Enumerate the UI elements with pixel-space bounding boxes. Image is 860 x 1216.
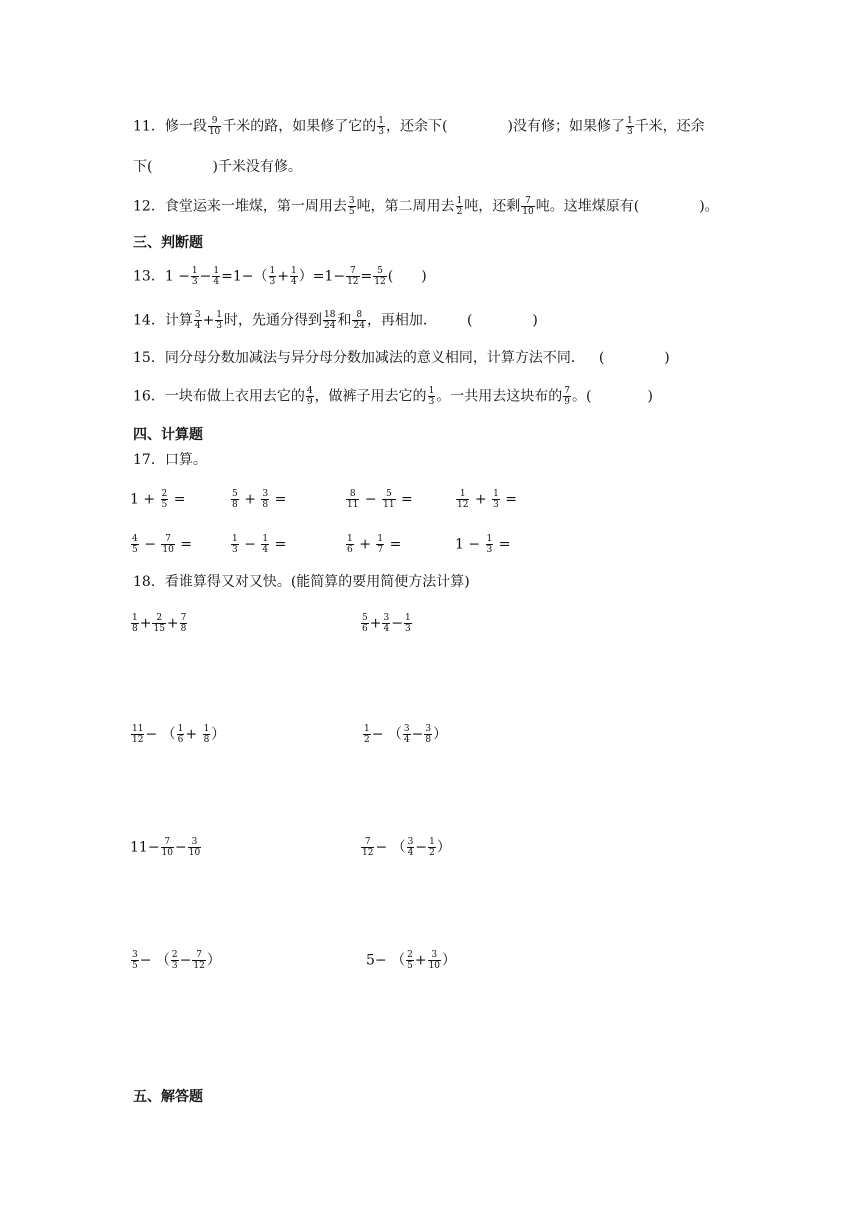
question-18: 18．看谁算得又对又快。(能简算的要用简便方法计算) <box>133 574 470 590</box>
question-13: 13．1 − $\frac{1}{3}$ − $\frac{1}{4}$ =1−（ $\frac{1}{3}$ + $\frac{1}{4}$ ）=1− $\frac{7}{12}$ = $\frac{5}{12}$ ( ) <box>133 266 427 287</box>
section-5-heading: 五、解答题 <box>133 1089 203 1105</box>
question-12: 12．食堂运来一堆煤，第一周用去 $\frac{3}{5}$ 吨，第二周用去 $\frac{1}{2}$ 吨，还剩 $\frac{7}{10}$ 吨。这堆煤原有( )。 <box>133 196 719 217</box>
fraction: $\frac{9}{10}$ <box>208 116 221 137</box>
section-3-heading: 三、判断题 <box>133 235 203 251</box>
expr-18-4: $\frac{1}{2}$ − （ $\frac{3}{4}$ − $\frac{3}{8}$ ） <box>364 724 448 745</box>
expr-18-3: $\frac{11}{12}$ − （ $\frac{1}{6}$ + $\frac{1}{8}$ ） <box>132 724 226 745</box>
expr-18-7: $\frac{3}{5}$ − （ $\frac{2}{3}$ − $\frac{7}{12}$ ） <box>132 950 221 971</box>
expr-18-8: 5− （ $\frac{2}{5}$ + $\frac{3}{10}$ ） <box>366 950 457 971</box>
expr-18-5: 11− $\frac{7}{10}$ − $\frac{3}{10}$ <box>130 837 201 858</box>
expr-18-1: $\frac{1}{8}$ + $\frac{2}{15}$ + $\frac{7}{8}$ <box>132 613 187 634</box>
oral-item: $\frac{1}{6}$ + $\frac{1}{7}$ = <box>347 534 402 555</box>
oral-item: $\frac{1}{3}$ − $\frac{1}{4}$ = <box>232 534 287 555</box>
oral-item: $\frac{4}{5}$ − $\frac{7}{10}$ = <box>132 534 193 555</box>
question-15: 15．同分母分数加减法与异分母分数加减法的意义相同，计算方法不同． ( ) <box>133 350 670 366</box>
section-4-heading: 四、计算题 <box>133 427 203 443</box>
question-17: 17．口算。 <box>133 452 207 468</box>
oral-item: $\frac{8}{11}$ − $\frac{5}{11}$ = <box>347 489 413 510</box>
oral-item: 1 + $\frac{2}{5}$ = <box>130 489 186 510</box>
question-16: 16．一块布做上衣用去它的 $\frac{4}{9}$ ，做裤子用去它的 $\frac{1}{3}$ 。一共用去这块布的 $\frac{7}{9}$ 。( ) <box>133 386 653 407</box>
oral-item: 1 − $\frac{1}{3}$ = <box>455 534 511 555</box>
oral-item: $\frac{1}{12}$ + $\frac{1}{3}$ = <box>457 489 518 510</box>
question-14: 14．计算 $\frac{3}{4}$ + $\frac{1}{3}$ 时，先通分得到 $\frac{18}{24}$ 和 $\frac{8}{24}$ ，再相加． ( ) <box>133 310 538 331</box>
question-11-line1: 11．修一段 $\frac{9}{10}$ 千米的路，如果修了它的 $\frac{1}{3}$ ，还余下( )没有修；如果修了 $\frac{1}{3}$ 千米，还余 <box>133 116 705 137</box>
oral-item: $\frac{5}{8}$ + $\frac{3}{8}$ = <box>232 489 287 510</box>
expr-18-6: $\frac{7}{12}$ − （ $\frac{3}{4}$ − $\frac{1}{2}$ ） <box>362 837 451 858</box>
expr-18-2: $\frac{5}{6}$ + $\frac{3}{4}$ − $\frac{1}{3}$ <box>362 613 411 634</box>
question-11-line2: 下( )千米没有修。 <box>133 159 302 175</box>
